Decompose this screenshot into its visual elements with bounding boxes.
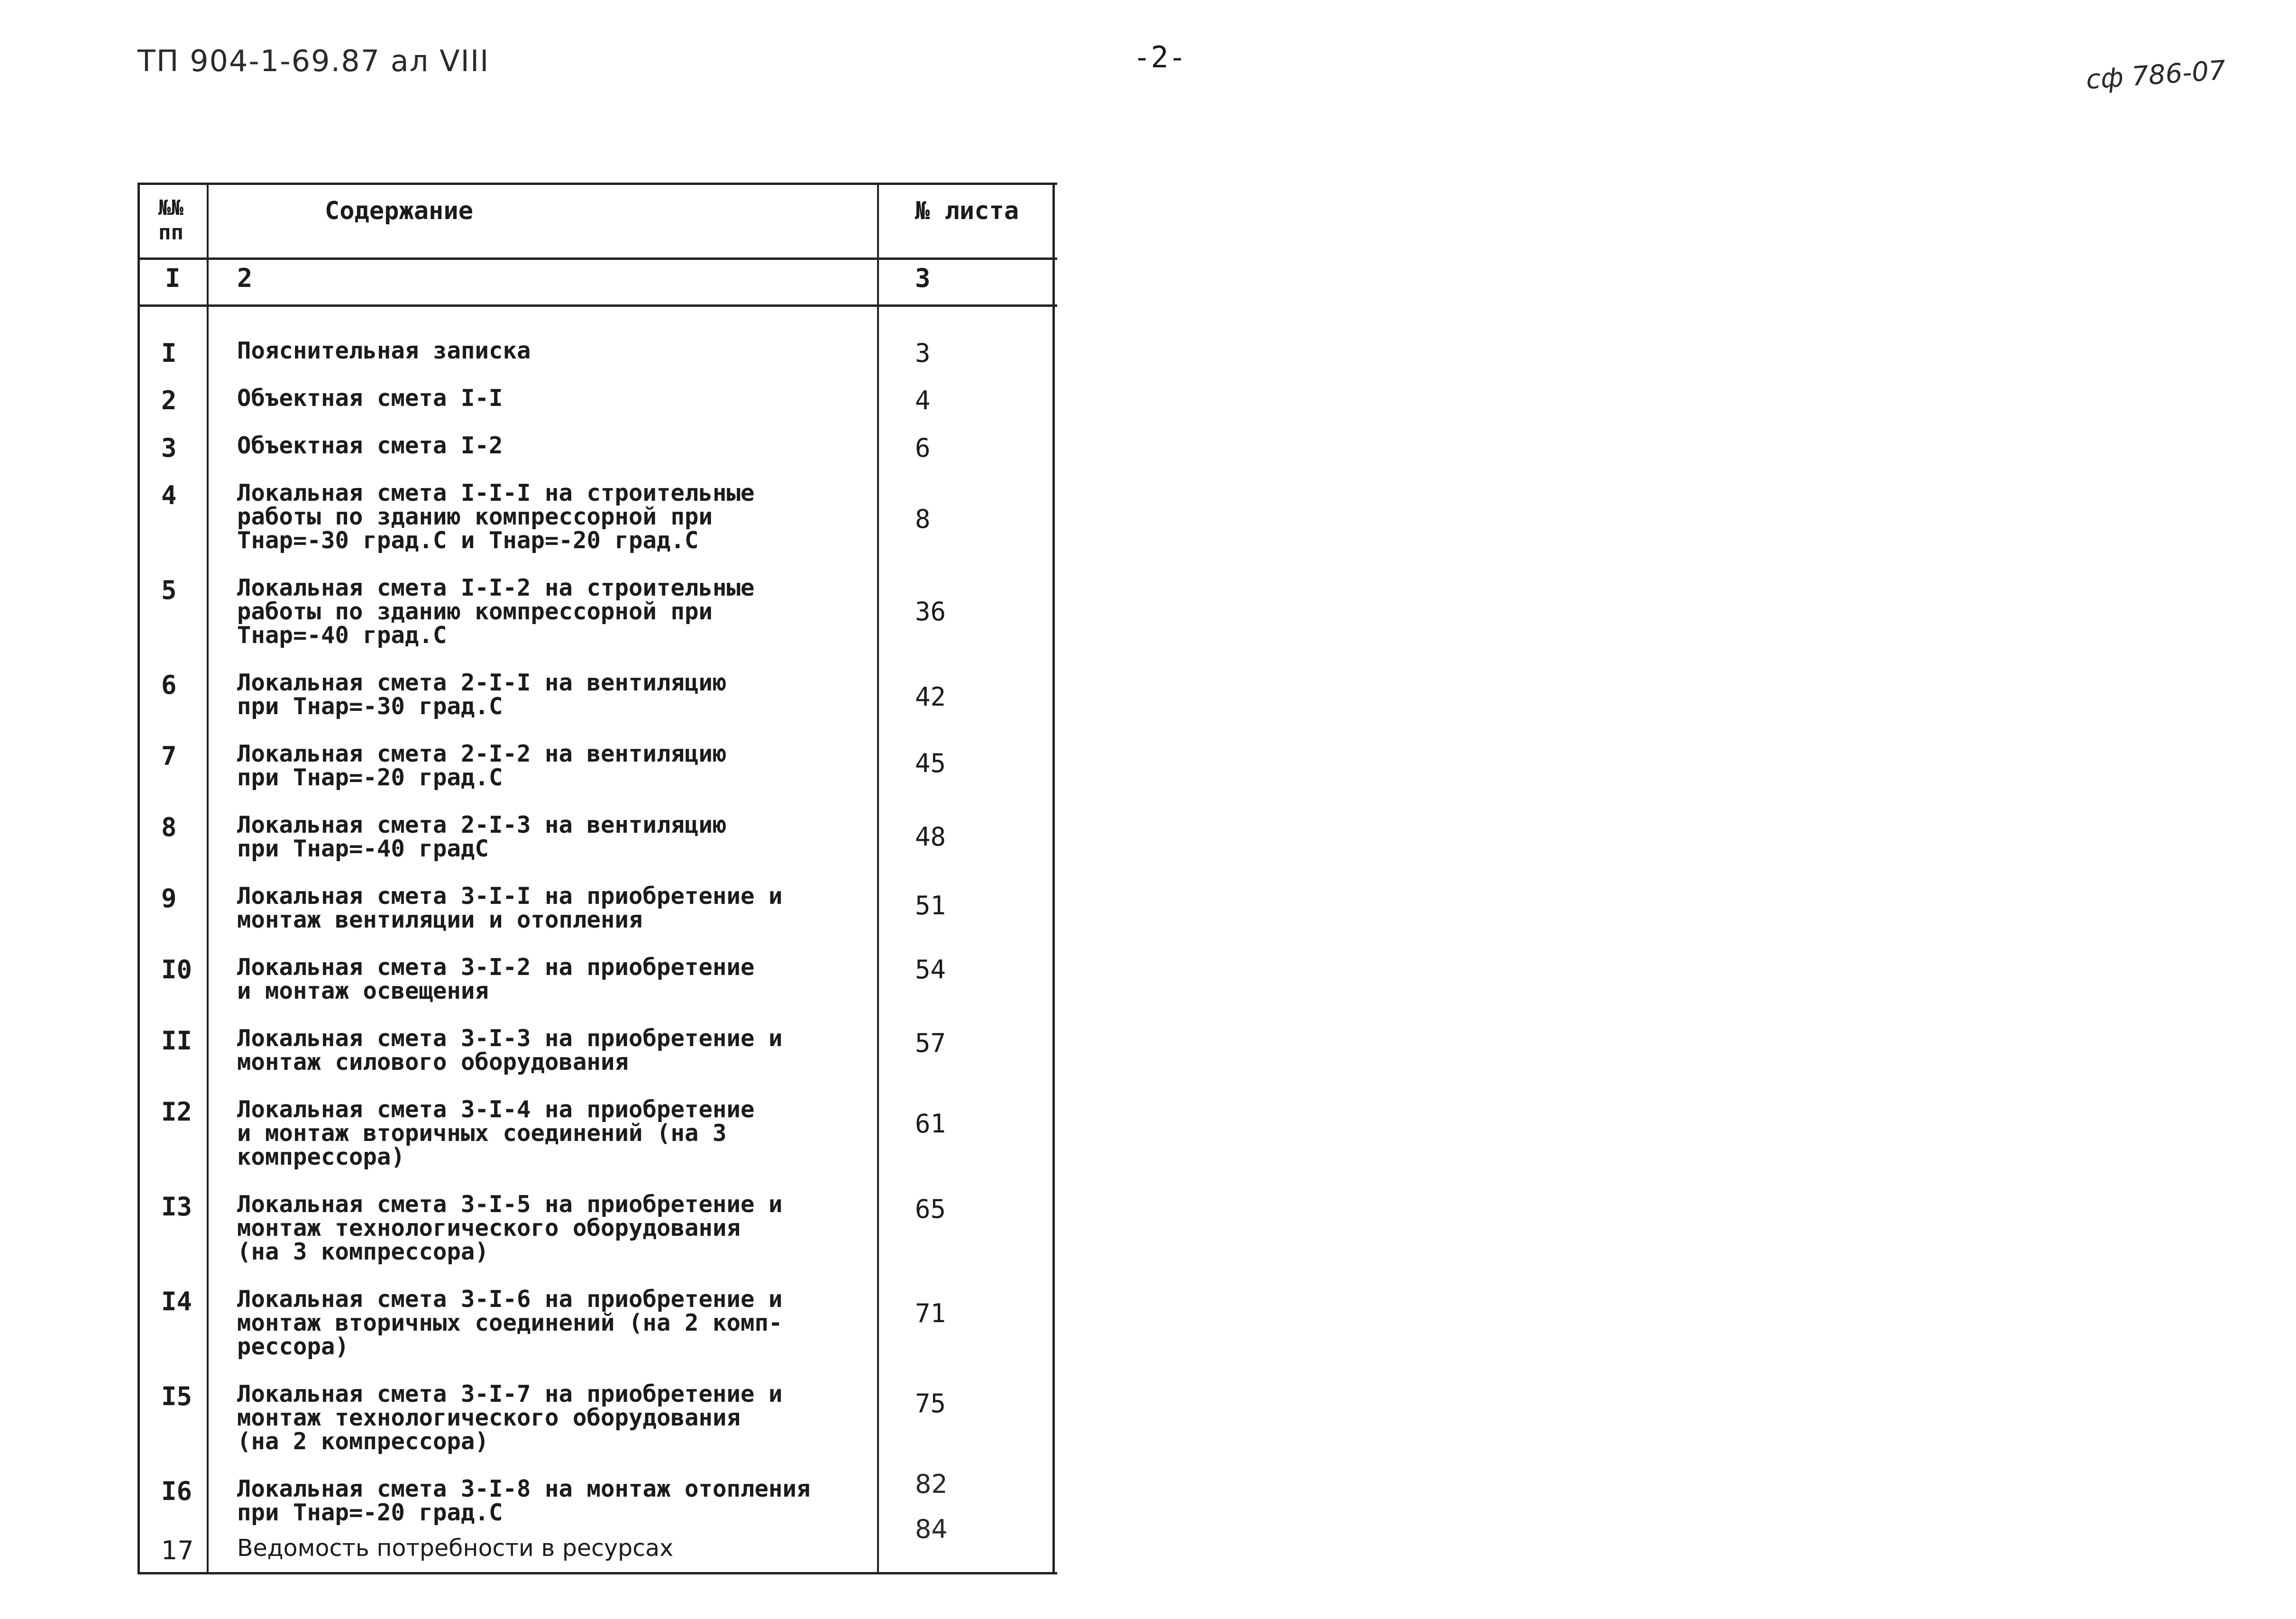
- row-sheet: 8: [915, 504, 931, 534]
- row-sheet: 3: [915, 338, 931, 368]
- row-sheet: 84: [915, 1514, 948, 1544]
- row-number: I4: [161, 1287, 192, 1316]
- row-sheet: 54: [915, 955, 946, 984]
- row-number: I6: [161, 1476, 192, 1506]
- row-sheet: 57: [915, 1028, 946, 1058]
- row-content: Объектная смета I-I: [237, 385, 503, 412]
- row-number: 6: [161, 670, 177, 700]
- row-number: 7: [161, 741, 177, 771]
- row-number: 3: [161, 433, 177, 463]
- row-sheet: 6: [915, 433, 931, 463]
- row-content: Локальная смета 2-I-3 на вентиляцию при Тнар=-40 градС: [237, 811, 727, 862]
- column-divider-sheet: [877, 183, 879, 1574]
- table-border-bottom: [137, 1572, 1057, 1574]
- document-code: ТП 904-1-69.87 ал VIII: [137, 44, 490, 78]
- column-index-2: 2: [237, 263, 253, 293]
- row-sheet: 51: [915, 891, 946, 920]
- row-sheet: 4: [915, 386, 931, 415]
- row-sheet: 42: [915, 682, 946, 712]
- row-content: Локальная смета I-I-2 на строительные работы по зданию компрессорной при Тнар=-40 град.С: [237, 574, 755, 649]
- contents-table: [137, 183, 1057, 1574]
- column-index-3: 3: [915, 263, 931, 293]
- row-sheet: 82: [915, 1469, 948, 1499]
- column-header-content: Содержание: [325, 197, 474, 225]
- column-index-1: I: [165, 263, 181, 293]
- archive-number: сф 786-07: [2085, 55, 2227, 96]
- row-content: Локальная смета 3-I-5 на приобретение и монтаж технологического оборудования (на 3 компрессора): [237, 1191, 783, 1265]
- row-content: Ведомость потребности в ресурсах: [237, 1535, 674, 1562]
- column-header-sheet: № листа: [915, 197, 1019, 225]
- row-content: Локальная смета 2-I-I на вентиляцию при Тнар=-30 град.С: [237, 669, 727, 720]
- row-number: 9: [161, 883, 177, 913]
- row-content: Пояснительная записка: [237, 337, 531, 364]
- row-content: Локальная смета I-I-I на строительные работы по зданию компрессорной при Тнар=-30 град.С и Тнар=-20 град.С: [237, 479, 755, 554]
- row-content: Локальная смета 3-I-2 на приобретение и монтаж освещения: [237, 954, 755, 1004]
- index-row-divider: [137, 304, 1057, 307]
- row-content: Локальная смета 3-I-3 на приобретение и монтаж силового оборудования: [237, 1025, 783, 1076]
- table-border-right: [1052, 183, 1055, 1574]
- row-number: 5: [161, 575, 177, 605]
- row-content: Локальная смета 3-I-6 на приобретение и монтаж вторичных соединений (на 2 комп- рессора): [237, 1286, 783, 1360]
- column-header-num: №№ пп: [158, 196, 183, 245]
- row-content: Локальная смета 3-I-7 на приобретение и монтаж технологического оборудования (на 2 компрессора): [237, 1380, 783, 1455]
- row-number: I3: [161, 1192, 192, 1222]
- row-sheet: 65: [915, 1194, 946, 1224]
- row-sheet: 36: [915, 597, 946, 626]
- row-number: 2: [161, 386, 177, 415]
- row-number: I2: [161, 1097, 192, 1127]
- row-content: Локальная смета 3-I-I на приобретение и монтаж вентиляции и отопления: [237, 883, 783, 933]
- row-content: Локальная смета 2-I-2 на вентиляцию при Тнар=-20 град.С: [237, 740, 727, 791]
- row-sheet: 45: [915, 748, 946, 778]
- row-number: 17: [161, 1536, 194, 1565]
- row-content: Локальная смета 3-I-4 на приобретение и монтаж вторичных соединений (на 3 компрессора): [237, 1096, 755, 1170]
- row-content: Объектная смета I-2: [237, 432, 503, 459]
- row-number: I0: [161, 955, 192, 984]
- header-divider: [137, 258, 1057, 260]
- table-border-left: [137, 183, 140, 1574]
- row-number: II: [161, 1026, 192, 1056]
- page-number: -2-: [1133, 40, 1186, 74]
- row-number: 8: [161, 812, 177, 842]
- row-number: 4: [161, 480, 177, 510]
- table-border-top: [137, 183, 1057, 185]
- row-sheet: 61: [915, 1109, 946, 1139]
- row-sheet: 71: [915, 1298, 946, 1328]
- row-number: I: [161, 338, 177, 368]
- row-content: Локальная смета 3-I-8 на монтаж отопления при Тнар=-20 град.С: [237, 1475, 811, 1526]
- row-sheet: 48: [915, 822, 946, 852]
- row-number: I5: [161, 1381, 192, 1411]
- row-sheet: 75: [915, 1389, 946, 1418]
- column-divider-num: [207, 183, 209, 1574]
